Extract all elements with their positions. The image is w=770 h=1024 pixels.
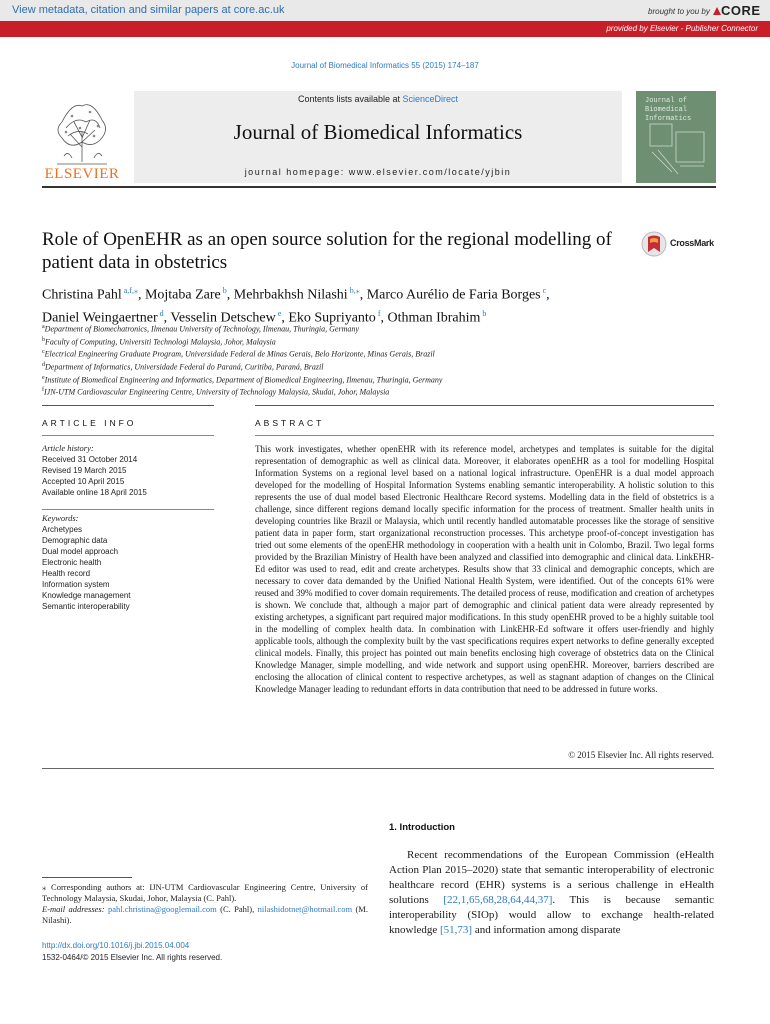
affiliation-key: f [42,387,44,394]
author-separator: , [281,310,289,326]
introduction-text-run: and information among disparate [472,924,621,936]
keyword-item: Health record [42,569,91,578]
author-name: Eko Supriyanto [288,310,376,326]
affiliation-text: IJN-UTM Cardiovascular Engineering Centre, University of Technology Malaysia, Skudai, Johor, Malaysia [44,387,390,397]
author-name: Mojtaba Zare [144,287,221,303]
journal-homepage[interactable]: journal homepage: www.elsevier.com/locate/yjbin [244,167,512,177]
citation-link[interactable]: [51,73] [440,924,473,936]
affiliation-key: a [42,324,45,330]
abstract-text: This work investigates, whether openEHR with its reference model, archetypes and templates is suitable for the digital representation of demographic as well as clinical data. Moreover, it elaborates openEHR as a tool for modelling Hospital Information Systems on a regional level based on a national logical infrastructure. OpenEHR is a dual model approach developed for the modelling of Hospital Information Systems enabling semantic interoperability. A holistic solution to this represents the use of dual model based Electronic Healthcare Record systems. Modelling data in the field of obstetrics is a challenge, since different regions demand locally specific information for the process of treatment. Smaller health units in developing countries like Brazil or Malaysia, which until recently handled automatable processes like the storage of sensitive patient data in paper form, start organizational reconstruction processes. This archetype proof-of-concept investigation has tried out some elements of the openEHR methodology in cooperation with a health unit in Colombo, Brazil. Two legal forms provided by the Brazilian Ministry of Health have been analyzed and classified into demographic and clinical data. LinkEHR-Ed editor was used to read, edit and create archetypes. Results show that 33 clinical and demographic concepts, which are necessary to cover data demanded by the Unified National Health System, were identified. Out of the concepts 61% were reused and 39% modified to cover domain requirements. The detailed process of reuse, modification and creation of archetypes is shown. We conclude that, although a major part of demographic and clinical patient data were already represented by existing archetypes, a significant part required major modifications. In this study openEHR proved to be a highly suitable tool in the modelling of complex health data. In combination with LinkEHR-Ed software it offers user-friendly and highly applicable tools, although the complexity built by the vast specifications requires expert networks to define generally excepted clinical models. Finally, this project has pointed out main benefits enclosing high coverage of obstetrics data on the Clinical Knowledge Manager, simple modelling, and wide network and support using openEHR. Moreover, barriers described are enclosing the allocation of clinical content to respective archetypes, as well as stagnant adaption of changes on the Clinical Knowledge Manager leading to redundant efforts in data contribution that need to be addressed in future works. [255,444,714,694]
affiliation-line [42,322,722,335]
paper-title: Role of OpenEHR as an open source solution for the regional modelling of patient data in obstetrics [42,229,612,273]
abstract-rule [255,435,714,436]
email-owner-pahl: (C. Pahl), [216,904,258,914]
article-info-top-rule [42,405,214,406]
keyword-item: Dual model approach [42,547,119,556]
history-list [42,454,147,498]
footnote-rule [42,877,132,878]
elsevier-wordmark: ELSEVIER [44,166,120,182]
author-affiliation-marker[interactable]: f [375,308,381,318]
email-label: E-mail addresses: [42,904,108,914]
affiliation-key: e [42,374,45,381]
history-label: Article history: [42,443,94,453]
author-affiliation-marker[interactable]: a,f,⁎ [121,286,138,295]
core-metadata-link[interactable]: View metadata, citation and similar papers at core.ac.uk [12,4,285,16]
affiliation-line [42,373,722,386]
affiliation-text: Faculty of Computing, Universiti Technologi Malaysia, Johor, Malaysia [45,337,276,347]
author-affiliation-marker[interactable]: d [157,308,164,318]
history-item: Accepted 10 April 2015 [42,477,125,486]
author-name: Christina Pahl [42,287,122,303]
author-separator: , [137,287,145,303]
author-affiliation-marker[interactable]: e [275,308,282,318]
copyright-line: © 2015 Elsevier Inc. All rights reserved. [568,750,714,760]
core-brought-by-text: brought to you by [648,7,710,16]
email-link-nilashi[interactable]: nilashidotnet@hotmail.com [257,904,353,914]
author-affiliation-marker[interactable]: b,⁎ [347,286,360,295]
keywords-list [42,524,131,612]
footnote [42,882,368,926]
author-affiliation-marker[interactable]: b [480,308,487,318]
author-name: Mehrbakhsh Nilashi [233,287,348,303]
cover-art-icon [648,122,708,177]
keyword-item: Archetypes [42,525,83,534]
article-info-heading: ARTICLE INFO [42,418,137,428]
author-name: Marco Aurélio de Faria Borges [366,287,541,303]
affiliation-line [42,335,722,348]
affiliation-key: c [42,349,45,356]
core-provided-by-text[interactable]: provided by Elsevier - Publisher Connector [606,24,758,33]
affiliation-line [42,360,722,373]
keyword-item: Information system [42,580,110,589]
affiliation-line [42,385,722,398]
author-name: Daniel Weingaertner [42,310,158,326]
corresponding-author-note: ⁎ Corresponding authors at: IJN-UTM Cardiovascular Engineering Centre, University of Technology Malaysia, Skudai, Johor, Malaysia (C. Pahl). [42,882,368,903]
author-separator: , [546,287,550,303]
keyword-item: Electronic health [42,558,102,567]
affiliation-text: Institute of Biomedical Engineering and Informatics, Department of Biomedical Engineering, Ilmenau, Thuringia, Germany [44,375,443,385]
abstract-heading: ABSTRACT [255,418,325,428]
affiliation-text: Department of Biomechatronics, Ilmenau University of Technology, Ilmenau, Thuringia, Germany [44,324,359,334]
abstract-top-rule [255,405,714,406]
sciencedirect-link[interactable]: ScienceDirect [402,94,459,104]
author-separator: , [226,287,234,303]
crossmark-icon[interactable] [641,231,667,257]
affiliation-text: Electrical Engineering Graduate Program, Universidade Federal de Minas Gerais, Belo Horizonte, Minas Gerais, Brazil [44,349,435,359]
author-list [42,282,722,327]
abstract-bottom-rule [42,768,714,769]
masthead-rule [42,186,716,188]
cover-title: Journal of Biomedical Informatics [645,97,692,123]
author-name: Othman Ibrahim [387,310,481,326]
author-separator: , [163,310,171,326]
introduction-text [389,848,714,938]
keywords-rule [42,509,214,510]
affiliation-text: Department of Informatics, Universidade Federal do Paraná, Curitiba, Paraná, Brazil [45,362,324,372]
keywords-label: Keywords: [42,513,79,523]
introduction-heading: 1. Introduction [389,822,455,833]
crossmark-label[interactable]: CrossMark [670,238,714,248]
contents-line [134,94,622,104]
author-separator: , [359,287,367,303]
doi-link[interactable]: http://dx.doi.org/10.1016/j.jbi.2015.04.004 [42,941,190,950]
keyword-item: Knowledge management [42,591,131,600]
author-name: Vesselin Detschew [170,310,276,326]
citation-link[interactable]: [22,1,65,68,28,64,44,37] [443,894,553,906]
author-affiliation-marker[interactable]: b [220,286,227,295]
affiliation-line [42,347,722,360]
keyword-item: Demographic data [42,536,108,545]
history-item: Available online 18 April 2015 [42,488,147,497]
contents-prefix: Contents lists available at [297,94,403,104]
issn-line: 1532-0464/© 2015 Elsevier Inc. All rights reserved. [42,953,223,962]
affiliation-key: b [42,336,45,343]
introduction-text-run: Recent recommendations of the European Commission (eHealth Action Plan 2015–2020) state that semantic interoperability of electronic healthcare record (EHR) systems is a serious challenge in eHealth solutions [389,849,714,906]
keyword-item: Semantic interoperability [42,602,130,611]
email-link-pahl[interactable]: pahl.christina@googlemail.com [107,904,217,914]
email-owner-nilashi: (M. Nilashi). [42,904,368,925]
journal-title: Journal of Biomedical Informatics [233,120,523,144]
author-affiliation-marker[interactable]: c [540,286,547,295]
core-logo[interactable]: CORE [721,3,761,18]
history-item: Revised 19 March 2015 [42,466,127,475]
affiliation-key: d [42,361,45,368]
article-info-rule [42,435,214,436]
affiliation-list [42,322,722,398]
author-separator: , [380,310,388,326]
core-logo-icon [713,7,721,15]
journal-reference[interactable]: Journal of Biomedical Informatics 55 (2015) 174–187 [291,61,479,70]
introduction-text-run: . This is because semantic interoperability (SIOp) would allow to exchange health-related knowledge [389,894,714,936]
history-item: Received 31 October 2014 [42,455,138,464]
